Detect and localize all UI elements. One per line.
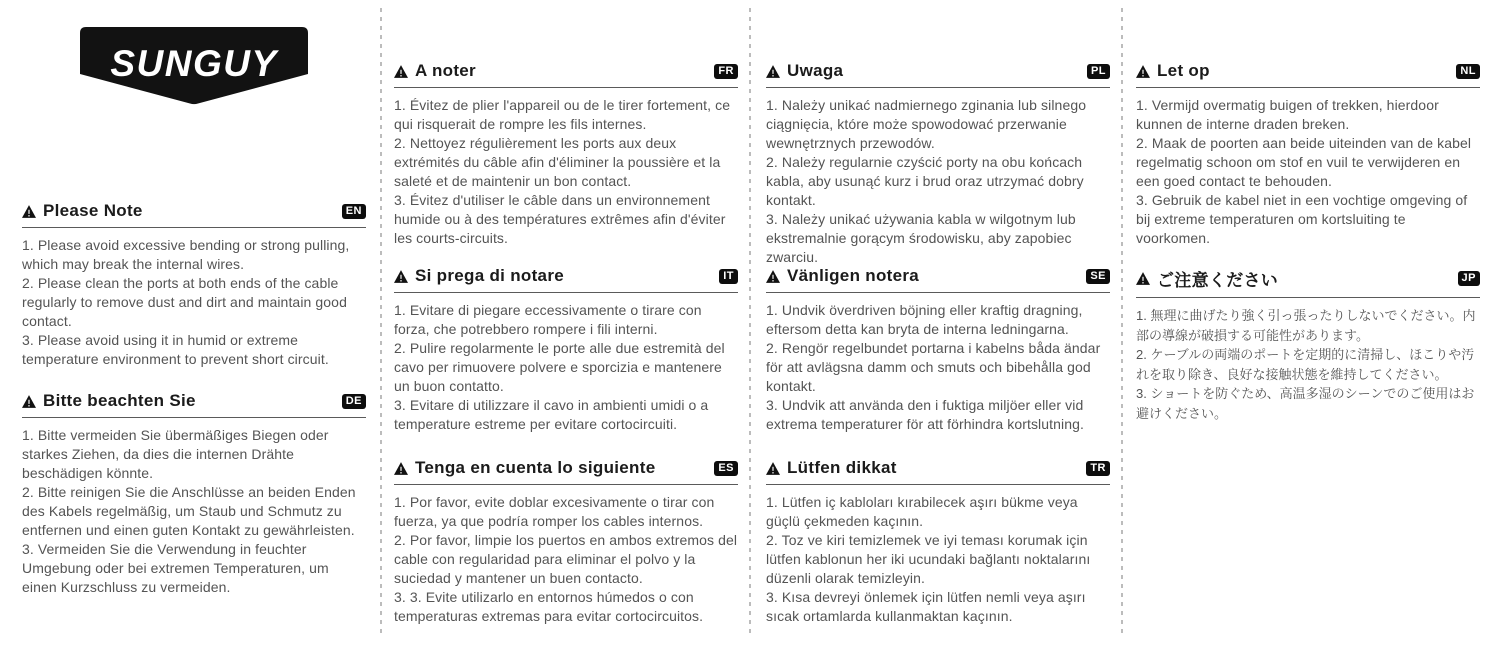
note-item: 3. Należy unikać używania kabla w wilgotnym lub ekstremalnie gorącym środowisku, aby zapobiec zwarciu. <box>766 211 1076 265</box>
column-divider <box>1121 8 1123 636</box>
brand-logo <box>80 27 308 105</box>
language-badge: NL <box>1456 64 1480 79</box>
note-item: 1. Évitez de plier l'appareil ou de le tirer fortement, ce qui risquerait de rompre les fils internes. <box>394 97 731 132</box>
note-item: 1. Evitare di piegare eccessivamente o tirare con forza, che potrebbero rompere i fili interni. <box>394 302 702 337</box>
section-pl <box>766 61 1110 267</box>
header-rule <box>22 417 366 418</box>
section-title: Lütfen dikkat <box>787 458 897 477</box>
section-title: Let op <box>1157 61 1210 80</box>
note-item: 1. Undvik överdriven böjning eller kraftig dragning, eftersom detta kan bryta de interna ledningarna. <box>766 302 1083 337</box>
note-item: 3. Évitez d'utiliser le câble dans un environnement humide ou à des températures extrêmes afin d'éviter les courts-circuits. <box>394 192 726 246</box>
column-divider <box>749 8 751 636</box>
language-badge: ES <box>714 461 738 476</box>
logo-banner-icon <box>80 27 308 105</box>
section-header <box>394 458 738 478</box>
header-rule <box>766 484 1110 485</box>
section-en <box>22 201 366 369</box>
section-header <box>22 201 366 221</box>
warning-icon <box>766 270 780 283</box>
note-item: 1. Vermijd overmatig buigen of trekken, hierdoor kunnen de interne draden breken. <box>1136 97 1439 132</box>
note-item: 2. Maak de poorten aan beide uiteinden van de kabel regelmatig schoon om stof en vuil te verwijderen en een goed contact te behouden. <box>1136 135 1472 189</box>
language-badge: DE <box>342 394 366 409</box>
section-it <box>394 266 738 434</box>
warning-icon <box>22 205 36 218</box>
section-title: A noter <box>415 61 476 80</box>
section-header <box>766 61 1110 81</box>
note-item: 2. Bitte reinigen Sie die Anschlüsse an beiden Enden des Kabels regelmäßig, um Staub und Schmutz zu entfernen und einen guten Kontakt zu gewährleisten. <box>22 484 356 538</box>
language-badge: TR <box>1086 461 1110 476</box>
section-title: Bitte beachten Sie <box>43 391 196 410</box>
section-de <box>22 391 366 597</box>
note-item: 3. ショートを防ぐため、高温多湿のシーンでのご使用はお避けください。 <box>1136 386 1475 421</box>
note-item: 2. Należy regularnie czyścić porty na obu końcach kabla, aby usunąć kurz i brud oraz utrzymać dobry kontakt. <box>766 154 1084 208</box>
warning-icon <box>22 395 36 408</box>
section-header <box>22 391 366 411</box>
header-rule <box>766 87 1110 88</box>
warning-icon <box>766 462 780 475</box>
language-badge: SE <box>1086 269 1110 284</box>
note-item: 2. Rengör regelbundet portarna i kabelns båda ändar för att avlägsna damm och smuts och bibehålla god kontakt. <box>766 340 1101 394</box>
warning-icon <box>766 65 780 78</box>
note-item: 2. Toz ve kiri temizlemek ve iyi teması korumak için lütfen kablonun her iki ucundaki bağlantı noktalarını düzenli olarak temizleyin. <box>766 532 1091 586</box>
section-header <box>1136 61 1480 81</box>
section-title: Please Note <box>43 201 143 220</box>
warning-icon <box>394 462 408 475</box>
note-item: 2. Nettoyez régulièrement les ports aux deux extrémités du câble afin d'éliminer la poussière et la saleté et de maintenir un bon contact. <box>394 135 721 189</box>
note-item: 3. Please avoid using it in humid or extreme temperature environment to prevent short circuit. <box>22 332 329 367</box>
note-item: 2. ケーブルの両端のポートを定期的に清掃し、ほこりや汚れを取り除き、良好な接触状態を維持してください。 <box>1136 347 1475 382</box>
note-item: 3. Vermeiden Sie die Verwendung in feuchter Umgebung oder bei extremen Temperaturen, um einen Kurzschluss zu vermeiden. <box>22 541 329 595</box>
language-badge: JP <box>1458 271 1480 286</box>
section-title: Uwaga <box>787 61 844 80</box>
section-title: Si prega di notare <box>415 266 564 285</box>
section-se <box>766 266 1110 434</box>
warning-icon <box>1136 65 1150 78</box>
section-tr <box>766 458 1110 626</box>
header-rule <box>394 292 738 293</box>
section-fr <box>394 61 738 248</box>
header-rule <box>394 87 738 88</box>
warning-icon <box>394 65 408 78</box>
note-item: 3. Gebruik de kabel niet in een vochtige omgeving of bij extreme temperaturen om kortsluiting te voorkomen. <box>1136 192 1468 246</box>
note-item: 1. Por favor, evite doblar excesivamente o tirar con fuerza, ya que podría romper los cables internos. <box>394 494 715 529</box>
section-header <box>394 266 738 286</box>
note-item: 2. Por favor, limpie los puertos en ambos extremos del cable con regularidad para eliminar el polvo y la suciedad y mantener un buen contacto. <box>394 532 738 586</box>
section-nl <box>1136 61 1480 248</box>
note-item: 2. Please clean the ports at both ends of the cable regularly to remove dust and dirt and maintain good contact. <box>22 275 347 329</box>
section-header <box>394 61 738 81</box>
note-item: 1. Należy unikać nadmiernego zginania lub silnego ciągnięcia, które może spowodować przerwanie wewnętrznych przewodów. <box>766 97 1087 151</box>
header-rule <box>1136 87 1480 88</box>
note-item: 3. Undvik att använda den i fuktiga miljöer eller vid extrema temperaturer för att förhindra kortslutning. <box>766 397 1085 432</box>
section-header <box>766 458 1110 478</box>
section-header <box>1136 266 1480 291</box>
header-rule <box>766 292 1110 293</box>
logo-text: SUNGUY <box>110 43 278 84</box>
note-item: 1. Lütfen iç kabloları kırabilecek aşırı bükme veya güçlü çekmeden kaçının. <box>766 494 1078 529</box>
note-item: 3. Kısa devreyi önlemek için lütfen nemli veya aşırı sıcak ortamlarda kullanmaktan kaçının. <box>766 589 1086 624</box>
language-badge: IT <box>719 269 738 284</box>
section-title: Vänligen notera <box>787 266 920 285</box>
note-item: 2. Pulire regolarmente le porte alle due estremità del cavo per rimuovere polvere e sporcizia e mantenere un buon contatto. <box>394 340 725 394</box>
language-badge: PL <box>1087 64 1110 79</box>
header-rule <box>22 227 366 228</box>
note-item: 1. Please avoid excessive bending or strong pulling, which may break the internal wires. <box>22 237 350 272</box>
section-es <box>394 458 738 626</box>
warning-icon <box>1136 272 1150 285</box>
language-badge: FR <box>714 64 738 79</box>
header-rule <box>394 484 738 485</box>
section-jp <box>1136 266 1480 423</box>
column-divider <box>380 8 382 636</box>
section-title: Tenga en cuenta lo siguiente <box>415 458 656 477</box>
note-item: 3. Evitare di utilizzare il cavo in ambienti umidi o a temperature estreme per evitare cortocircuiti. <box>394 397 709 432</box>
section-title: ご注意ください <box>1157 271 1279 290</box>
header-rule <box>1136 297 1480 298</box>
note-item: 3. 3. Evite utilizarlo en entornos húmedos o con temperaturas extremas para evitar cortocircuitos. <box>394 589 704 624</box>
note-item: 1. Bitte vermeiden Sie übermäßiges Biegen oder starkes Ziehen, da dies die internen Drähte beschädigen könnte. <box>22 427 329 481</box>
section-header <box>766 266 1110 286</box>
warning-icon <box>394 270 408 283</box>
note-item: 1. 無理に曲げたり強く引っ張ったりしないでください。内部の導線が破損する可能性があります。 <box>1136 308 1476 343</box>
language-badge: EN <box>342 204 366 219</box>
